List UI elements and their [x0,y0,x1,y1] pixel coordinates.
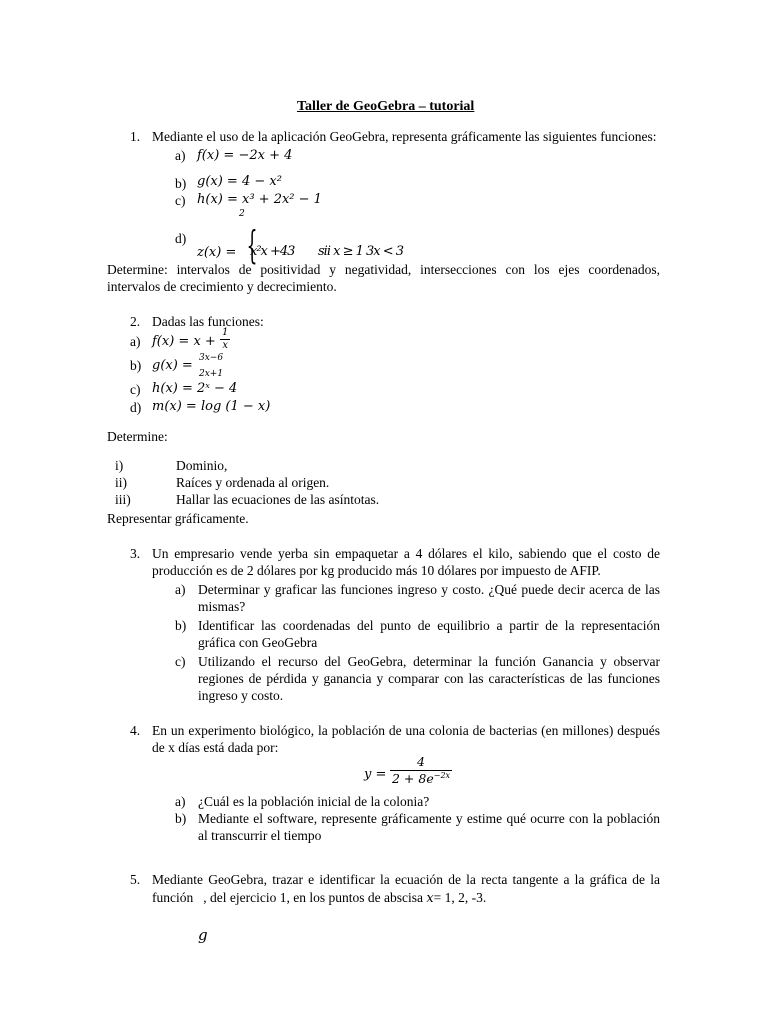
q4-number: 4. [130,723,141,738]
q3-line2: producción es de 2 dólares por kg producido más 10 dólares por impuesto de AFIP. [152,563,601,578]
q1-item-c-label: c) [175,193,186,208]
q3-item-a-line1: Determinar y graficar las funciones ingreso y costo. ¿Qué puede decir acerca de las [198,582,660,597]
q3-line1: Un empresario vende yerba sin empaquetar a 4 dólares el kilo, sabiendo que el costo de [152,546,660,561]
q2-determine: Determine: [107,429,168,444]
q1-item-d-body: x²x +43 [250,244,295,259]
q5-line1: Mediante GeoGebra, trazar e identificar la ecuación de la recta tangente a la gráfica de la [152,872,660,887]
q4-formula-den: 2 + 8e [392,770,434,786]
q3-item-b-line1: Identificar las coordenadas del punto de equilibrio a partir de la representación [198,618,660,633]
q3-item-c-line3: ingreso y costo. [198,688,284,703]
q4-formula-exp: −2x [433,770,451,780]
q2-subitem-i-label: i) [115,458,124,473]
piecewise-brace-icon: { [246,223,258,267]
q1-item-a-label: a) [175,148,186,163]
q1-item-a-expr: f(x) = −2x + 4 [197,148,293,163]
q2-item-b-label: b) [130,358,142,373]
q4-formula-fraction [390,756,452,785]
q2-item-a-frac-num: 1 [222,327,229,338]
q2-item-a-expr: f(x) = x + [152,334,216,349]
q3-item-c-line1: Utilizando el recurso del GeoGebra, determinar la función Ganancia y observar [198,654,660,669]
q1-determine-line1: Determine: intervalos de positividad y negatividad, intersecciones con los ejes coordenados, [107,262,660,277]
q3-number: 3. [130,546,141,561]
q1-item-d-label: d) [175,231,187,246]
q4-item-b-line1: Mediante el software, represente gráficamente y estime qué ocurre con la población [198,811,660,826]
q2-number: 2. [130,314,141,329]
q3-item-b-label: b) [175,618,187,633]
q1-determine-line2: intervalos de crecimiento y decrecimiento. [107,279,337,294]
q4-line1: En un experimento biológico, la población de una colonia de bacterias (en millones) después [152,723,660,738]
q5-line2-a: función [152,890,194,905]
q1-item-b-expr: g(x) = 4 − x² [197,174,282,189]
q3-item-a-label: a) [175,582,186,597]
q2-item-a-fraction [220,328,230,351]
q2-item-d-label: d) [130,400,142,415]
q3-item-c-line2: regiones de pérdida y ganancia y comparar con las características de las funciones [198,671,660,686]
q2-subitem-ii-text: Raíces y ordenada al origen. [176,475,330,490]
q2-item-d-expr: m(x) = log (1 − x) [152,399,271,414]
q3-item-b-line2: gráfica con GeoGebra [198,635,318,650]
q5-number: 5. [130,872,141,887]
q2-subitem-ii-label: ii) [115,475,127,490]
q4-item-a-line1: ¿Cuál es la población inicial de la colonia? [198,794,430,809]
q2-item-a-frac-den: x [222,340,228,351]
q3-item-c-label: c) [175,654,186,669]
q5-line2-c: = 1, 2, -3. [433,890,487,905]
q3-item-a-line2: mismas? [198,599,246,614]
q5-stray-g: g [198,926,208,944]
q4-formula-lhs: y = [364,767,387,782]
q5-line2-b: , del ejercicio 1, en los puntos de abscisa [203,890,423,905]
q1-stray-subscript: 2 [239,209,245,219]
page-title: Taller de GeoGebra – tutorial [297,99,475,114]
q1-item-b-label: b) [175,176,187,191]
q2-item-c-label: c) [130,382,141,397]
q5-line2 [152,891,486,905]
q5-line2-x: x [426,891,434,906]
q2-subitem-iii-label: iii) [115,492,131,507]
q4-line2: de x días está dada por: [152,740,279,755]
q1-item-d-cond: sii x ≥ 1 3x < 3 [318,244,404,259]
q2-item-a-label: a) [130,334,141,349]
q4-item-b-line2: al transcurrir el tiempo [198,828,322,843]
q2-item-b-frac-den: 2x+1 [199,369,224,379]
q2-represent: Representar gráficamente. [107,511,249,526]
q2-subitem-iii-text: Hallar las ecuaciones de las asíntotas. [176,492,380,507]
q2-item-b-frac-num: 3x−6 [199,353,224,363]
q2-text: Dadas las funciones: [152,314,264,329]
q1-item-c-expr: h(x) = x³ + 2x² − 1 [197,192,322,207]
q1-text: Mediante el uso de la aplicación GeoGebra, representa gráficamente las siguientes funciones: [152,129,657,144]
q2-subitem-i-text: Dominio, [176,458,228,473]
q1-number: 1. [130,129,141,144]
q2-item-c-expr: h(x) = 2ˣ − 4 [152,381,238,396]
q4-formula-num: 4 [417,754,425,769]
q4-item-a-label: a) [175,794,186,809]
q1-item-d-lhs: z(x) = [197,245,237,260]
q4-item-b-label: b) [175,811,187,826]
q2-item-b-expr: g(x) = [152,358,193,373]
